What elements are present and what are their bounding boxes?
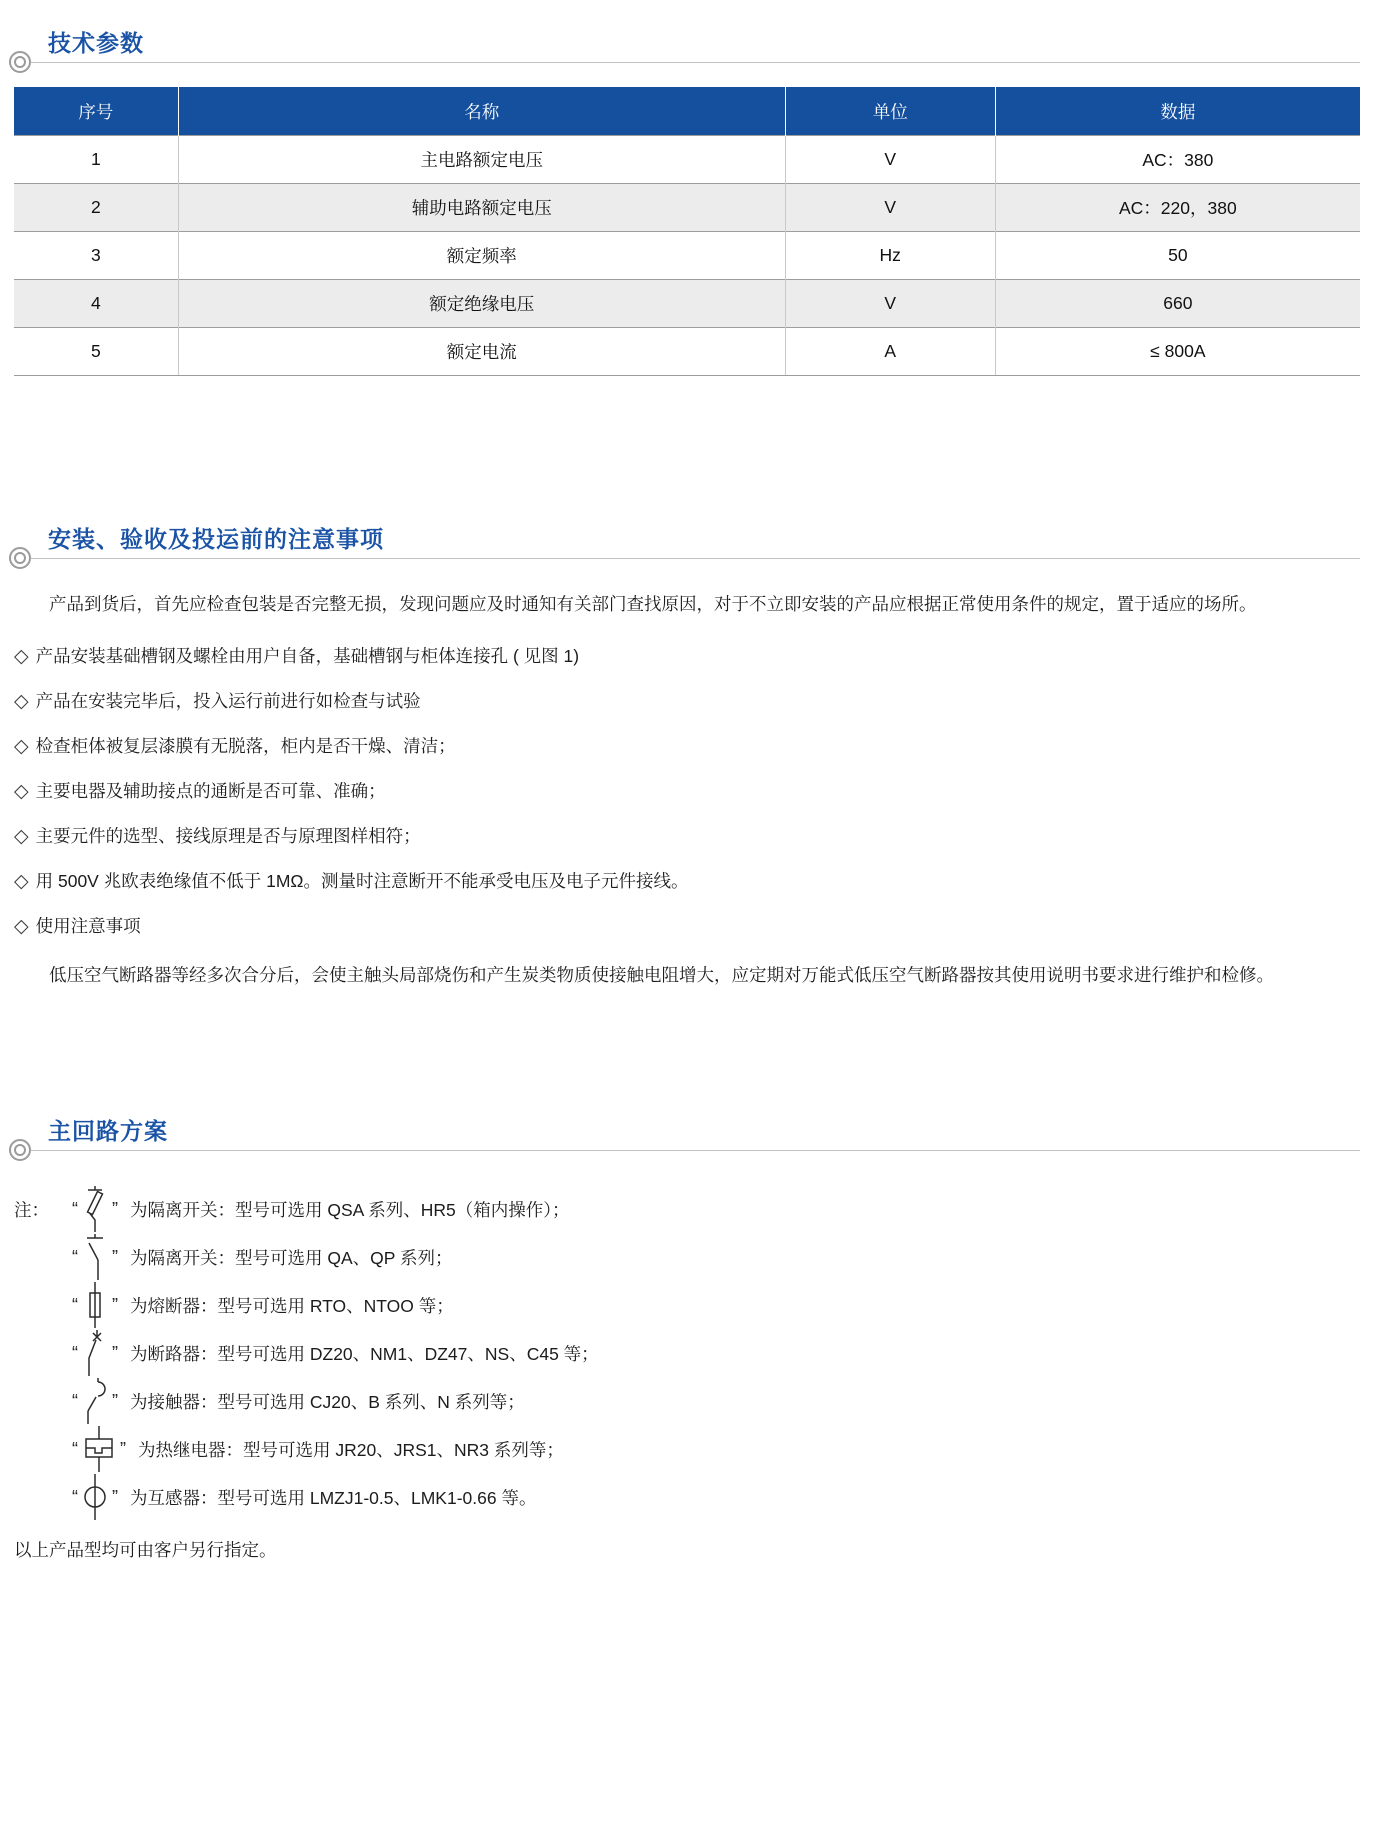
section-install-header [0, 524, 1373, 569]
double-ring-icon [9, 547, 31, 569]
col-header-index: 序号 [14, 87, 178, 136]
diamond-bullet-icon: ◇ [14, 646, 29, 667]
cell-unit: V [785, 280, 995, 328]
list-item [14, 643, 1360, 670]
section-divider [0, 1139, 1373, 1161]
close-quote: ” [112, 1342, 118, 1363]
divider-line [31, 558, 1360, 559]
bullet-text: 产品安装基础槽钢及螺栓由用户自备，基础槽钢与柜体连接孔 ( 见图 1) [35, 646, 580, 666]
list-item [14, 1377, 1360, 1425]
circuit-footer-note: 以上产品型均可由客户另行指定。 [14, 1540, 277, 1560]
list-item [14, 868, 1360, 895]
cell-name: 额定绝缘电压 [178, 280, 785, 328]
disconnector-icon [82, 1233, 108, 1281]
close-quote: ” [112, 1486, 118, 1507]
list-item [14, 733, 1360, 760]
table-row [14, 280, 1360, 328]
install-bullet-list [14, 643, 1360, 940]
bullet-text: 产品在安装完毕后，投入运行前进行如检查与试验 [35, 691, 421, 711]
list-item [14, 688, 1360, 715]
note-text: 为互感器：型号可选用 LMZJ1-0.5、LMK1-0.66 等。 [130, 1487, 537, 1508]
double-ring-inner [14, 1144, 26, 1156]
diamond-bullet-icon: ◇ [14, 826, 29, 847]
list-item [14, 778, 1360, 805]
open-quote: “ [72, 1486, 78, 1507]
note-prefix: 注： [14, 1199, 49, 1220]
install-intro-paragraph: 产品到货后，首先应检查包装是否完整无损，发现问题应及时通知有关部门查找原因，对于不立即安装的产品应根据正常使用条件的规定，置于适应的场所。 [49, 594, 1257, 614]
divider-line [31, 1150, 1360, 1151]
usage-note-paragraph: 低压空气断路器等经多次合分后，会使主触头局部烧伤和产生炭类物质使接触电阻增大，应定期对万能式低压空气断路器按其使用说明书要求进行维护和检修。 [49, 965, 1274, 985]
section-tech-params-header [0, 28, 1373, 73]
list-item [14, 1473, 1360, 1521]
table-row [14, 136, 1360, 184]
diamond-bullet-icon: ◇ [14, 916, 29, 937]
double-ring-inner [14, 552, 26, 564]
cell-index: 2 [14, 184, 178, 232]
install-text-block [14, 583, 1360, 996]
cell-data: 660 [995, 280, 1360, 328]
cell-name: 主电路额定电压 [178, 136, 785, 184]
note-text: 为接触器：型号可选用 CJ20、B 系列、N 系列等； [130, 1391, 525, 1412]
cell-data: AC：380 [995, 136, 1360, 184]
cell-unit: V [785, 136, 995, 184]
contactor-icon [82, 1377, 108, 1425]
open-quote: “ [72, 1198, 78, 1219]
list-item [14, 913, 1360, 940]
close-quote: ” [112, 1246, 118, 1267]
cell-unit: A [785, 328, 995, 376]
cell-data: AC：220，380 [995, 184, 1360, 232]
fuse-icon [82, 1281, 108, 1329]
cell-index: 1 [14, 136, 178, 184]
cell-index: 4 [14, 280, 178, 328]
note-text: 为热继电器：型号可选用 JR20、JRS1、NR3 系列等； [138, 1439, 564, 1460]
close-quote: ” [112, 1390, 118, 1411]
close-quote: ” [112, 1294, 118, 1315]
table-row [14, 328, 1360, 376]
double-ring-icon [9, 1139, 31, 1161]
close-quote: ” [120, 1438, 126, 1459]
tech-params-title: 技术参数 [48, 30, 144, 56]
table-row [14, 232, 1360, 280]
bullet-text: 主要电器及辅助接点的通断是否可靠、准确； [35, 781, 386, 801]
col-header-name: 名称 [178, 87, 785, 136]
bullet-text: 使用注意事项 [35, 916, 141, 936]
section-divider [0, 51, 1373, 73]
open-quote: “ [72, 1390, 78, 1411]
cell-data: ≤ 800A [995, 328, 1360, 376]
cell-name: 额定频率 [178, 232, 785, 280]
open-quote: “ [72, 1294, 78, 1315]
cell-index: 3 [14, 232, 178, 280]
diamond-bullet-icon: ◇ [14, 871, 29, 892]
cell-name: 额定电流 [178, 328, 785, 376]
close-quote: ” [112, 1198, 118, 1219]
note-text: 为断路器：型号可选用 DZ20、NM1、DZ47、NS、C45 等； [130, 1343, 599, 1364]
double-ring-inner [14, 56, 26, 68]
list-item [14, 1425, 1360, 1473]
diamond-bullet-icon: ◇ [14, 781, 29, 802]
tech-params-table [14, 87, 1360, 376]
col-header-data: 数据 [995, 87, 1360, 136]
disconnector-fuse-icon [82, 1185, 108, 1233]
list-item [14, 1329, 1360, 1377]
col-header-unit: 单位 [785, 87, 995, 136]
diamond-bullet-icon: ◇ [14, 736, 29, 757]
circuit-title: 主回路方案 [48, 1118, 168, 1144]
list-item [14, 1281, 1360, 1329]
open-quote: “ [72, 1246, 78, 1267]
cell-unit: V [785, 184, 995, 232]
note-text: 为隔离开关：型号可选用 QA、QP 系列； [130, 1247, 453, 1268]
current-transformer-icon [82, 1473, 108, 1521]
table-row [14, 184, 1360, 232]
divider-line [31, 62, 1360, 63]
note-text: 为熔断器：型号可选用 RTO、NTOO 等； [130, 1295, 454, 1316]
list-item [14, 1185, 1360, 1233]
bullet-text: 用 500V 兆欧表绝缘值不低于 1MΩ。测量时注意断开不能承受电压及电子元件接线。 [35, 871, 689, 891]
list-item [14, 1233, 1360, 1281]
thermal-relay-icon [82, 1425, 116, 1473]
bullet-text: 主要元件的选型、接线原理是否与原理图样相符； [35, 826, 421, 846]
note-text: 为隔离开关：型号可选用 QSA 系列、HR5（箱内操作）； [130, 1199, 570, 1220]
section-circuit-header [0, 1116, 1373, 1161]
open-quote: “ [72, 1438, 78, 1459]
circuit-breaker-icon [82, 1329, 108, 1377]
cell-data: 50 [995, 232, 1360, 280]
cell-unit: Hz [785, 232, 995, 280]
bullet-text: 检查柜体被复层漆膜有无脱落，柜内是否干燥、清洁； [35, 736, 456, 756]
cell-name: 辅助电路额定电压 [178, 184, 785, 232]
list-item [14, 823, 1360, 850]
table-header-row [14, 87, 1360, 136]
open-quote: “ [72, 1342, 78, 1363]
circuit-notes-list [14, 1185, 1360, 1521]
install-title: 安装、验收及投运前的注意事项 [48, 526, 384, 552]
double-ring-icon [9, 51, 31, 73]
cell-index: 5 [14, 328, 178, 376]
diamond-bullet-icon: ◇ [14, 691, 29, 712]
